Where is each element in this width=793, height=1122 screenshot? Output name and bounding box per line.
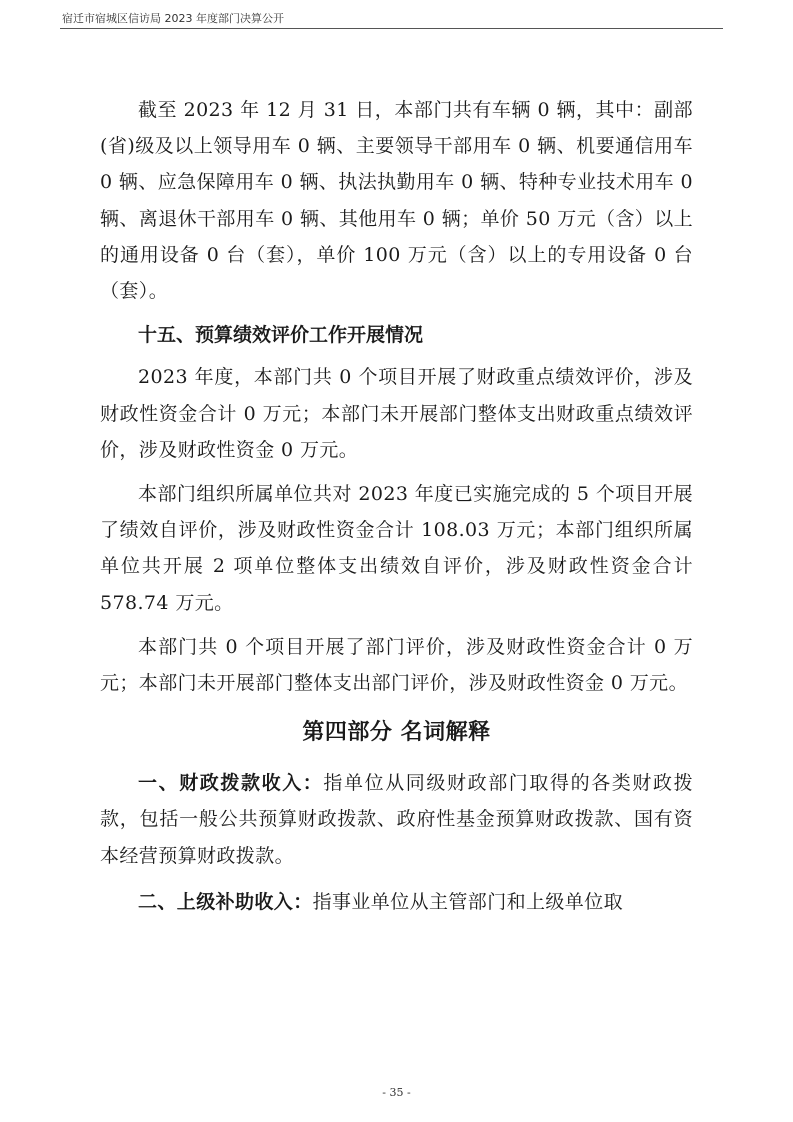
performance-paragraph-1: 2023 年度，本部门共 0 个项目开展了财政重点绩效评价，涉及财政性资金合计 0 万元；本部门未开展部门整体支出财政重点绩效评价，涉及财政性资金 0 万元。 (100, 366, 693, 461)
vehicles-paragraph: 截至 2023 年 12 月 31 日，本部门共有车辆 0 辆，其中：副部(省)级及以上领导用车 0 辆、主要领导干部用车 0 辆、机要通信用车 0 辆、应急保障用车 0 辆、执法执勤用车 0 辆、特种专业技术用车 0 辆、离退休干部用车 0 辆、其他用车 0 辆；单价 50 万元（含）以上的通用设备 0 台（套），单价 100 万元（含）以上的专用设备 0 台（套）。 (100, 99, 693, 303)
page-number: - 35 - (382, 1086, 411, 1099)
term-label: 二、上级补助收入： (138, 890, 313, 913)
performance-paragraph-2: 本部门组织所属单位共对 2023 年度已实施完成的 5 个项目开展了绩效自评价，涉及财政性资金合计 108.03 万元；本部门组织所属单位共开展 2 项单位整体支出绩效自评价，涉及财政性资金合计 578.74 万元。 (100, 483, 693, 614)
term-definition: 指单位从同级财政部门取得的各类财政拨款，包括一般公共预算财政拨款、政府性基金预算财政拨款、国有资本经营预算财政拨款。 (100, 772, 693, 867)
running-header: 宿迁市宿城区信访局 2023 年度部门决算公开 (62, 12, 284, 25)
performance-paragraph-3: 本部门共 0 个项目开展了部门评价，涉及财政性资金合计 0 万元；本部门未开展部门整体支出部门评价，涉及财政性资金 0 万元。 (100, 635, 693, 695)
document-body (100, 92, 693, 930)
definition-paragraph (100, 884, 693, 920)
term-definition: 指事业单位从主管部门和上级单位取 (312, 890, 624, 913)
section-heading-performance: 十五、预算绩效评价工作开展情况 (138, 324, 424, 347)
term-label: 一、财政拨款收入： (138, 772, 324, 795)
header-rule (60, 28, 723, 29)
definition-paragraph (100, 765, 693, 874)
part-four-title: 第四部分 名词解释 (302, 720, 491, 746)
